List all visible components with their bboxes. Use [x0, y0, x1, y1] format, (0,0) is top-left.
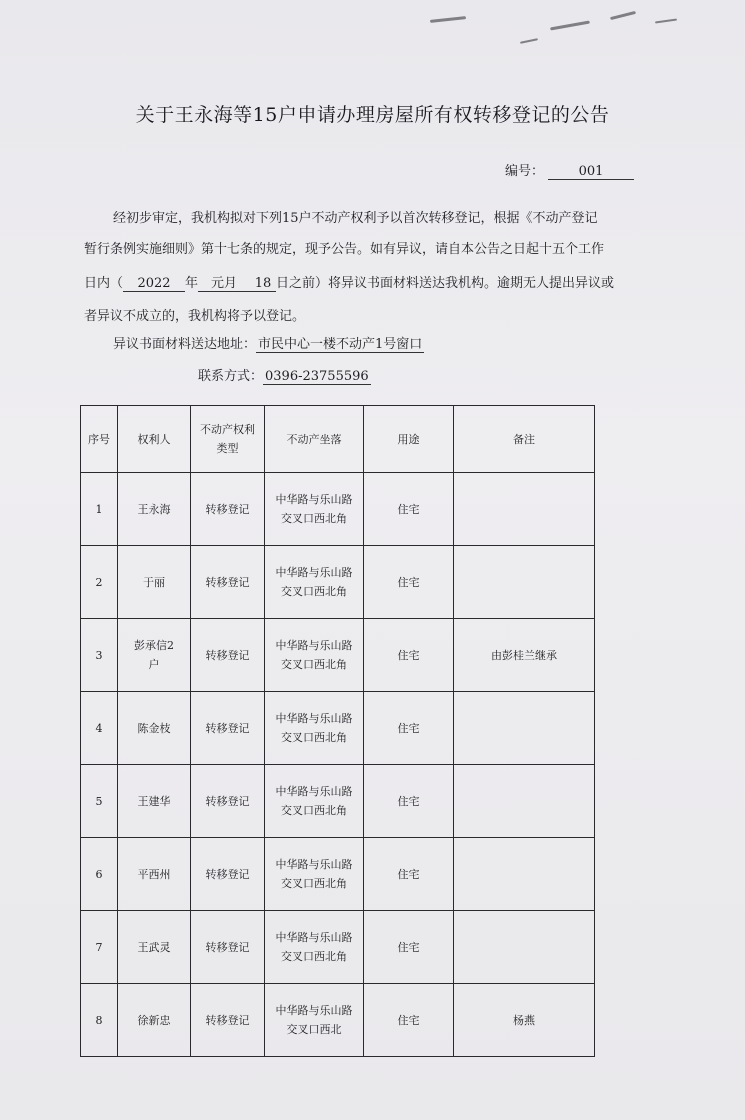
- cell-holder: 王永海: [118, 473, 191, 546]
- serial-value: 001: [548, 164, 634, 180]
- deadline-month: 元月: [198, 276, 250, 292]
- cell-type: 转移登记: [191, 984, 265, 1057]
- header-holder: 权利人: [118, 406, 191, 473]
- cell-remark: 杨燕: [454, 984, 595, 1057]
- cell-usage: 住宅: [364, 984, 454, 1057]
- table-row: [81, 619, 595, 692]
- notice-paragraph-line-1: 经初步审定，我机构拟对下列15户不动产权利予以首次转移登记，根据《不动产登记: [113, 211, 598, 226]
- cell-no: 5: [81, 765, 118, 838]
- cell-location: 中华路与乐山路交叉口西北角: [265, 911, 364, 984]
- cell-type: 转移登记: [191, 911, 265, 984]
- cell-usage: 住宅: [364, 692, 454, 765]
- cell-type: 转移登记: [191, 546, 265, 619]
- cell-holder: 徐新忠: [118, 984, 191, 1057]
- header-usage: 用途: [364, 406, 454, 473]
- cell-location: 中华路与乐山路交叉口西北角: [265, 692, 364, 765]
- ink-smudge: [550, 21, 590, 31]
- cell-type: 转移登记: [191, 838, 265, 911]
- cell-type: 转移登记: [191, 619, 265, 692]
- contact-label: 联系方式：: [198, 369, 264, 384]
- header-remark: 备注: [454, 406, 595, 473]
- cell-holder: 彭承信2户: [118, 619, 191, 692]
- address-label: 异议书面材料送达地址：: [113, 337, 257, 352]
- cell-holder: 平西州: [118, 838, 191, 911]
- notice-title: 关于王永海等15户申请办理房屋所有权转移登记的公告: [135, 104, 610, 126]
- cell-usage: 住宅: [364, 911, 454, 984]
- header-type: 不动产权利类型: [191, 406, 265, 473]
- registration-table: [80, 405, 595, 1057]
- cell-remark: [454, 546, 595, 619]
- cell-no: 1: [81, 473, 118, 546]
- cell-no: 3: [81, 619, 118, 692]
- table-row: [81, 765, 595, 838]
- contact-value: 0396-23755596: [265, 369, 369, 384]
- header-location: 不动产坐落: [265, 406, 364, 473]
- cell-remark: [454, 692, 595, 765]
- ink-smudge: [430, 16, 466, 23]
- ink-smudge: [655, 18, 677, 23]
- cell-no: 6: [81, 838, 118, 911]
- cell-remark: [454, 765, 595, 838]
- cell-usage: 住宅: [364, 619, 454, 692]
- table-row: [81, 546, 595, 619]
- cell-usage: 住宅: [364, 838, 454, 911]
- cell-usage: 住宅: [364, 765, 454, 838]
- cell-location: 中华路与乐山路交叉口西北角: [265, 473, 364, 546]
- cell-no: 4: [81, 692, 118, 765]
- cell-location: 中华路与乐山路交叉口西北角: [265, 546, 364, 619]
- ink-smudge: [610, 11, 636, 20]
- header-no: 序号: [81, 406, 118, 473]
- cell-holder: 王武灵: [118, 911, 191, 984]
- cell-remark: 由彭桂兰继承: [454, 619, 595, 692]
- cell-holder: 陈金枝: [118, 692, 191, 765]
- table-row: [81, 838, 595, 911]
- cell-holder: 于丽: [118, 546, 191, 619]
- cell-remark: [454, 911, 595, 984]
- cell-type: 转移登记: [191, 765, 265, 838]
- contact-info: [198, 369, 371, 384]
- notice-paragraph-line-3: 日内（ 2022 年 元月 18 日之前）将异议书面材料送达我机构。逾期无人提出异议或: [84, 276, 615, 291]
- address-value: 市民中心一楼不动产1号窗口: [258, 337, 423, 352]
- cell-no: 8: [81, 984, 118, 1057]
- table-row: [81, 473, 595, 546]
- cell-location: 中华路与乐山路交叉口西北角: [265, 765, 364, 838]
- cell-holder: 王建华: [118, 765, 191, 838]
- notice-paragraph-line-4: 者异议不成立的，我机构将予以登记。: [84, 309, 306, 324]
- table-row: [81, 692, 595, 765]
- table-header-row: [81, 406, 595, 473]
- cell-location: 中华路与乐山路交叉口西北角: [265, 838, 364, 911]
- cell-no: 2: [81, 546, 118, 619]
- cell-remark: [454, 838, 595, 911]
- cell-usage: 住宅: [364, 473, 454, 546]
- cell-type: 转移登记: [191, 473, 265, 546]
- cell-remark: [454, 473, 595, 546]
- cell-type: 转移登记: [191, 692, 265, 765]
- ink-smudge: [520, 38, 538, 44]
- deadline-year: 2022: [123, 276, 185, 292]
- table-row: [81, 984, 595, 1057]
- serial-label: 编号：: [505, 164, 545, 179]
- cell-location: 中华路与乐山路交叉口西北角: [265, 619, 364, 692]
- objection-address: [113, 337, 424, 352]
- cell-usage: 住宅: [364, 546, 454, 619]
- table-row: [81, 911, 595, 984]
- notice-paragraph-line-2: 暂行条例实施细则》第十七条的规定，现予公告。如有异议，请自本公告之日起十五个工作: [84, 242, 605, 257]
- cell-location: 中华路与乐山路交叉口西北: [265, 984, 364, 1057]
- deadline-day: 18: [250, 276, 276, 292]
- cell-no: 7: [81, 911, 118, 984]
- serial-number: [505, 160, 634, 180]
